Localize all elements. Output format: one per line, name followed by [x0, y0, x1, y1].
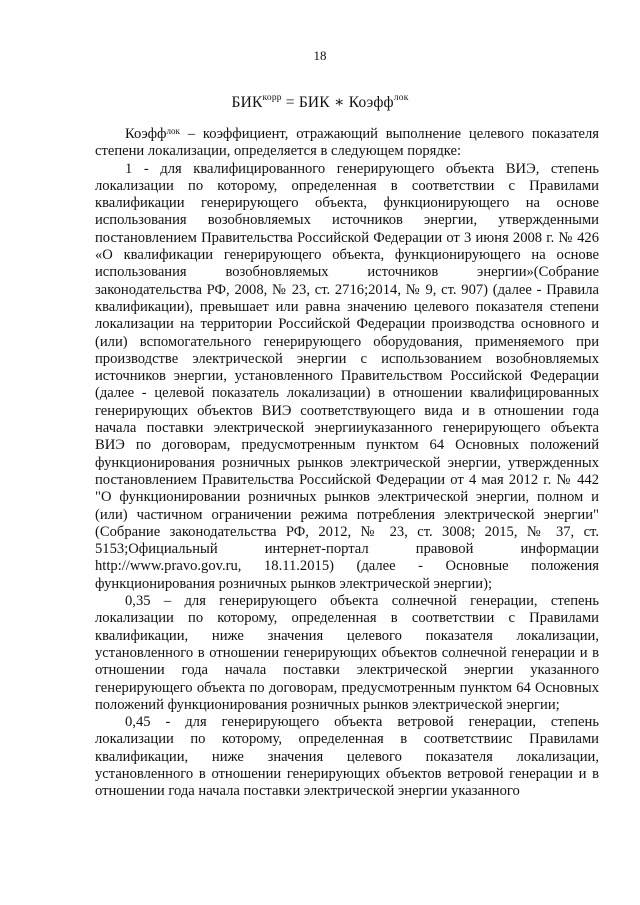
definition-term-superscript: лок	[166, 126, 180, 136]
formula-rhs-superscript: лок	[393, 92, 409, 103]
formula-rhs-base: БИК ∗ Коэфф	[298, 94, 394, 111]
definition-paragraph	[95, 126, 599, 161]
formula-lhs-superscript: корр	[262, 92, 282, 103]
formula	[0, 93, 640, 112]
body-text	[95, 126, 599, 801]
formula-lhs-base: БИК	[231, 94, 263, 111]
paragraph-coefficient-wind: 0,45 - для генерирующего объекта ветровой генерации, степень локализации по которому, определенная в соответствиис Правилами квалификации, ниже значения целевого показателя локализации, установленного в отношении генерирующих объектов ветровой генерации и в отношении года начала поставки электрической энергии указанного	[95, 714, 599, 800]
paragraph-coefficient-solar: 0,35 – для генерирующего объекта солнечной генерации, степень локализации по которому, определенная в соответствии с Правилами квалификации, ниже значения целевого показателя локализации, установленного в отношении генерирующих объектов солнечной генерации и в отношении года начала поставки электрической энергии указанного генерирующего объекта по договорам, предусмотренным пунктом 64 Основных положений функционирования розничных рынков электрической энергии;	[95, 593, 599, 713]
definition-text: – коэффициент, отражающий выполнение целевого показателя степени локализации, определяется в следующем порядке:	[95, 126, 599, 160]
paragraph-coefficient-1: 1 - для квалифицированного генерирующего объекта ВИЭ, степень локализации по которому, определенная в соответствии с Правилами квалификации генерирующего объекта, функционирующего на основе использования возобновляемых источников энергии, утвержденными постановлением Правительства Российской Федерации от 3 июня 2008 г. № 426 «О квалификации генерирующего объекта, функционирующего на основе использования возобновляемых источников энергии»(Собрание законодательства РФ, 2008, № 23, ст. 2716;2014, № 9, ст. 907) (далее - Правила квалификации), превышает или равна значению целевого показателя степени локализации на территории Российской Федерации производства основного и (или) вспомогательного генерирующего оборудования, применяемого при производстве электрической энергии с использованием возобновляемых источников энергии, установленного Правительством Российской Федерации (далее - целевой показатель локализации) в отношении квалифицированных генерирующих объектов ВИЭ соответствующего вида и в отношении года начала поставки электрической энергииуказанного генерирующего объекта ВИЭ по договорам, предусмотренным пунктом 64 Основных положений функционирования розничных рынков электрической энергии, утвержденных постановлением Правительства Российской Федерации от 4 мая 2012 г. № 442 "О функционировании розничных рынков электрической энергии, полном и (или) частичном ограничении режима потребления электрической энергии" (Собрание законодательства РФ, 2012, № 23, ст. 3008; 2015, № 37, ст. 5153;Официальный интернет-портал правовой информации http://www.pravo.gov.ru, 18.11.2015) (далее - Основные положения функционирования розничных рынков электрической энергии);	[95, 160, 599, 592]
formula-equals: =	[281, 94, 299, 111]
definition-term-base: Коэфф	[125, 126, 167, 142]
page-number: 18	[313, 48, 327, 63]
